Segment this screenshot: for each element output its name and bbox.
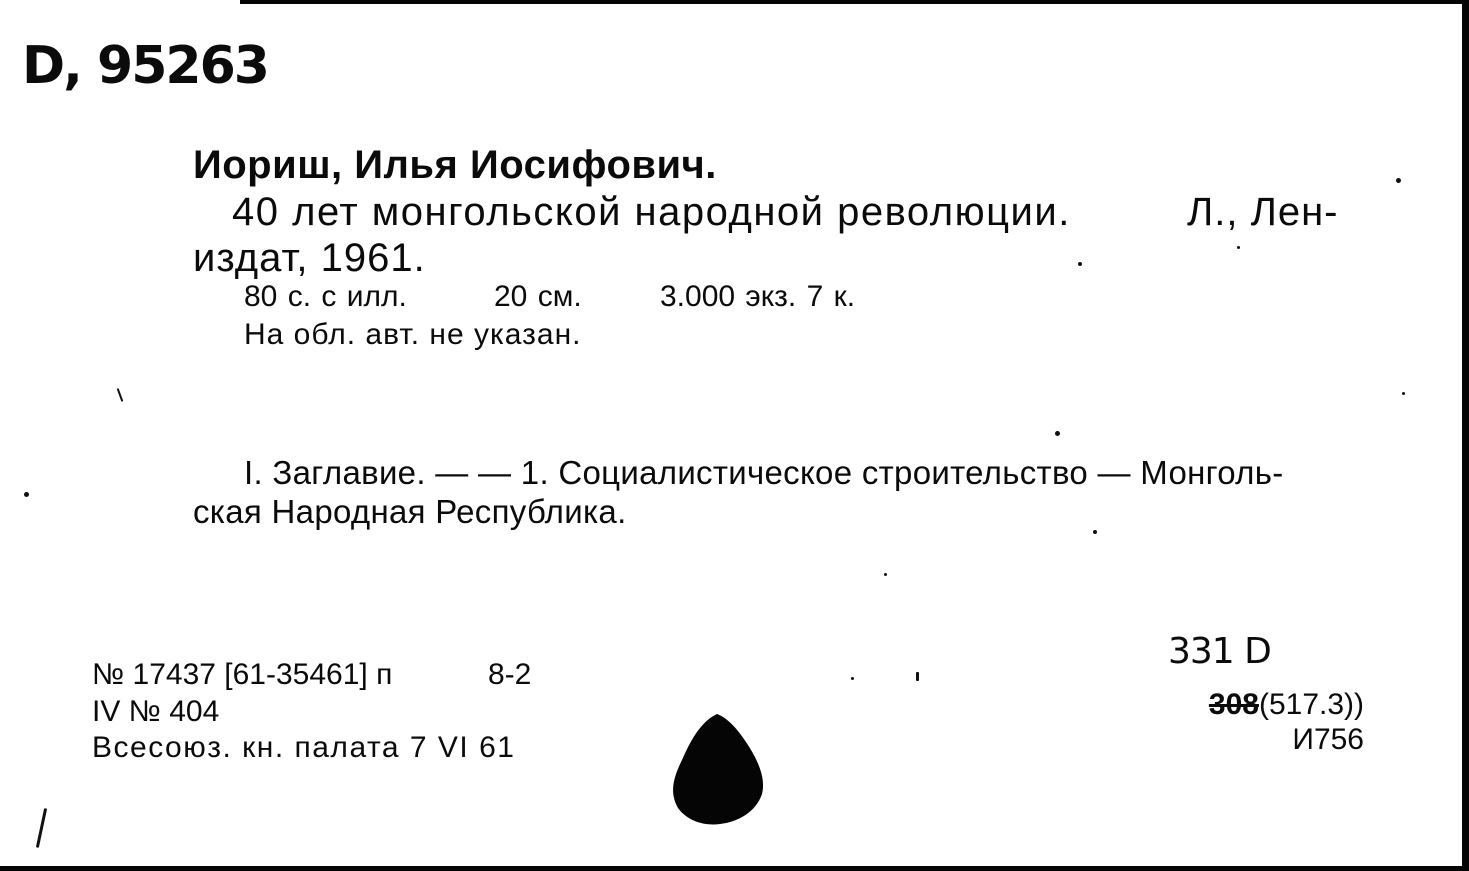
scan-border-bottom: [0, 866, 1469, 871]
collation-pages: 80 с. с илл.: [244, 280, 407, 313]
author-mark: И756: [1292, 723, 1364, 756]
publisher-place: Л., Лен-: [1187, 190, 1339, 234]
call-number: D, 95263: [22, 36, 268, 96]
handwritten-class-mark: 331 D: [1168, 631, 1271, 672]
imprint-line-3: Всесоюз. кн. палата 7 VI 61: [92, 731, 516, 764]
scan-speck: [1237, 246, 1240, 249]
scan-speck: [36, 808, 47, 848]
scan-speck: [1093, 530, 1097, 534]
scan-speck: [24, 492, 29, 497]
tracing-line-1: I. Заглавие. — — 1. Социалистическое строительство — Монголь-: [244, 454, 1284, 491]
imprint-line-1: № 17437 [61-35461] п: [92, 658, 393, 691]
collation-print-run: 3.000 экз. 7 к.: [660, 280, 856, 313]
tracing-line-2: ская Народная Республика.: [193, 493, 627, 530]
imprint-line-2: IV № 404: [92, 695, 220, 728]
class-number: [1209, 690, 1364, 720]
scan-speck: [851, 677, 854, 680]
class-number-rest: (517.3)): [1258, 688, 1364, 721]
scan-speck: [1078, 262, 1082, 266]
scan-speck: [1055, 431, 1060, 436]
title-line-1: 40 лет монгольской народной революции.: [232, 190, 1071, 234]
scan-speck: [1402, 392, 1405, 395]
scan-speck: [916, 672, 919, 681]
note: На обл. авт. не указан.: [244, 318, 582, 351]
scan-speck: [884, 573, 887, 576]
scan-border-right: [1462, 0, 1469, 871]
class-number-struck: 308: [1208, 688, 1259, 721]
collation-size: 20 см.: [494, 280, 582, 313]
scan-speck: [1396, 178, 1401, 183]
imprint-line-1-extra: 8-2: [488, 658, 532, 691]
author-heading: Иориш, Илья Иосифович.: [193, 143, 717, 187]
scan-border-top: [240, 0, 1469, 4]
title-line-2: издат, 1961.: [193, 236, 426, 280]
punch-hole: [670, 712, 764, 826]
scan-speck: [117, 388, 124, 402]
